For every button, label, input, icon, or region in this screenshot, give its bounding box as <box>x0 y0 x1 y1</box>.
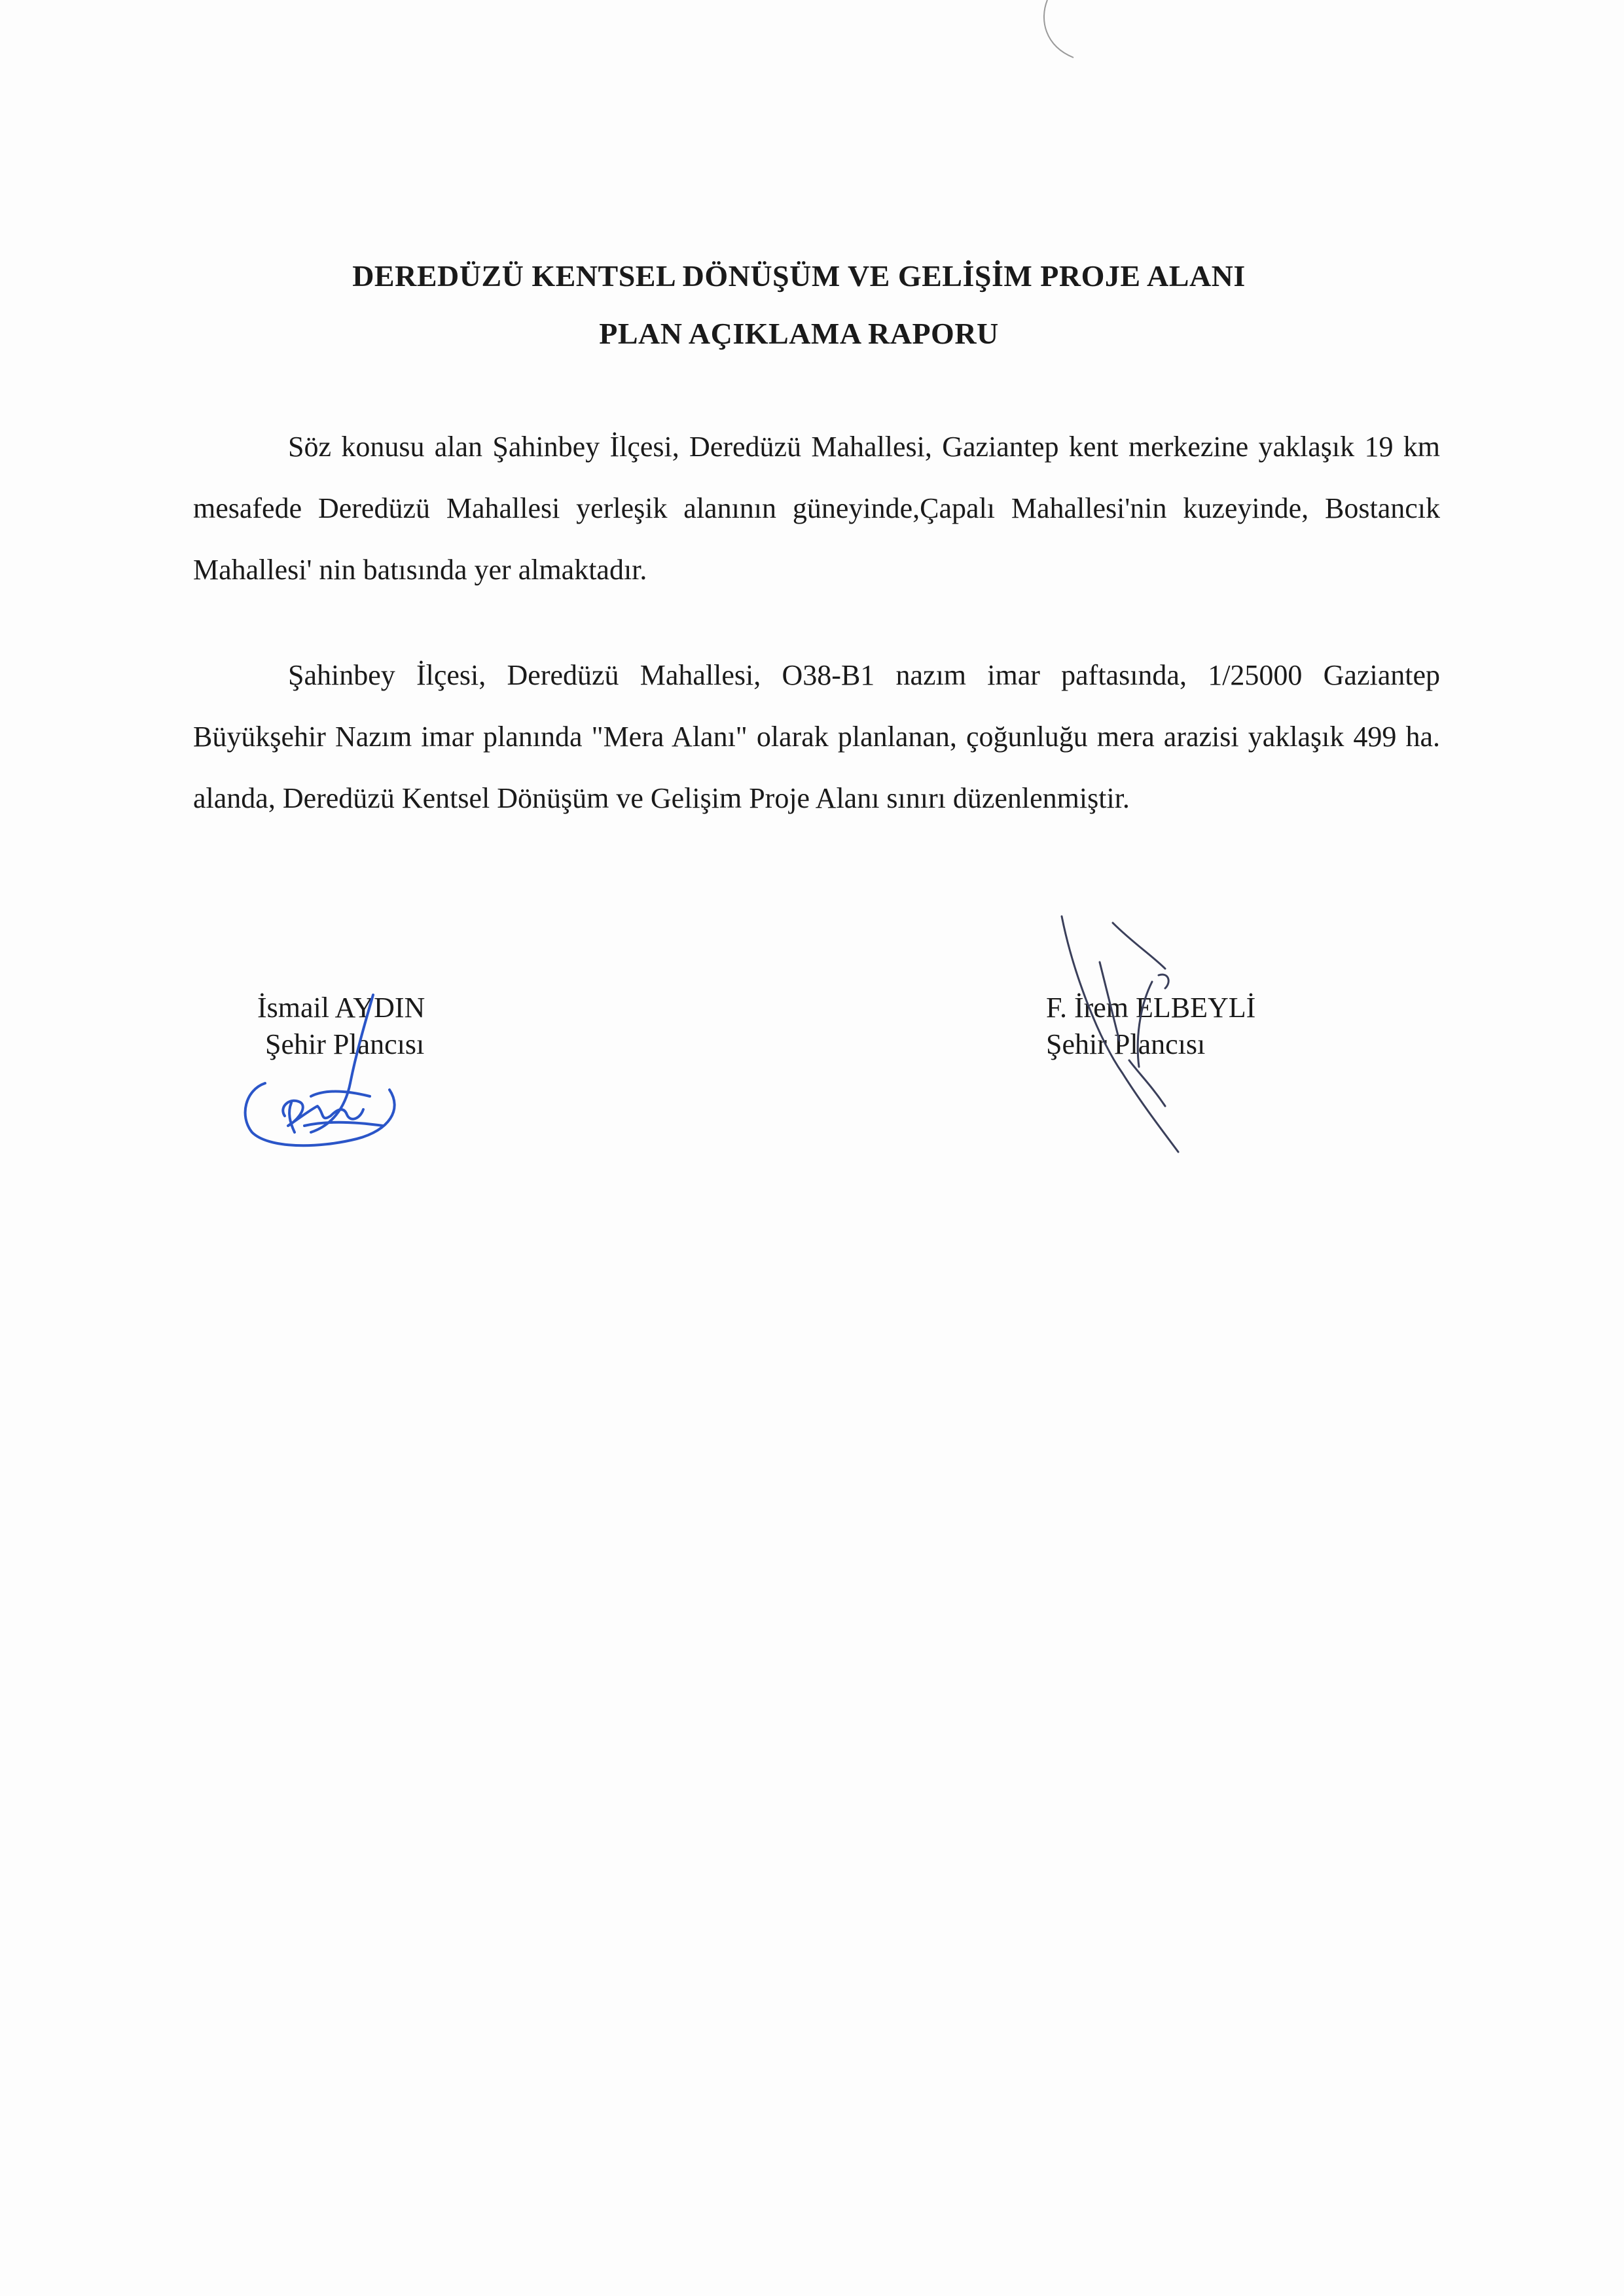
signatory-left <box>257 990 425 1063</box>
paragraph-plan-boundary: Şahinbey İlçesi, Deredüzü Mahallesi, O38-B1 nazım imar paftasında, 1/25000 Gaziantep Büyükşehir Nazım imar planında "Mera Alanı" olarak planlanan, çoğunluğu mera arazisi yaklaşık 499 ha. alanda, Deredüzü Kentsel Dönüşüm ve Gelişim Proje Alanı sınırı düzenlenmiştir. <box>193 659 1440 814</box>
document-title-line1: DEREDÜZÜ KENTSEL DÖNÜŞÜM VE GELİŞİM PROJE ALANI <box>352 259 1246 293</box>
paragraph-location: Söz konusu alan Şahinbey İlçesi, Deredüzü Mahallesi, Gaziantep kent merkezine yaklaşık 19 km mesafede Deredüzü Mahallesi yerleşik alanının güneyinde,Çapalı Mahallesi'nin kuzeyinde, Bostancık Mahallesi' nin batısında yer almaktadır. <box>193 431 1440 586</box>
signatory-right-name: F. İrem ELBEYLİ <box>1046 992 1256 1024</box>
signatory-right-role: Şehir Plancısı <box>1046 1028 1206 1060</box>
signatory-right <box>1046 990 1255 1063</box>
corner-scan-mark <box>1033 0 1085 59</box>
signatory-left-name: İsmail AYDIN <box>257 992 425 1024</box>
document-title-line2: PLAN AÇIKLAMA RAPORU <box>599 317 999 350</box>
signatory-left-role: Şehir Plancısı <box>265 1028 425 1060</box>
